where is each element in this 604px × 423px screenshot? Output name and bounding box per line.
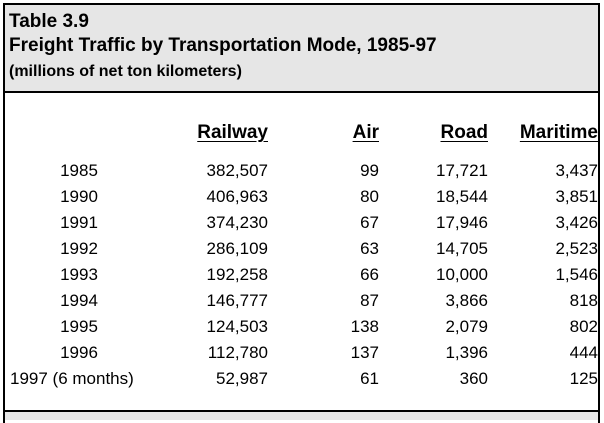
road-cell: 10,000	[436, 265, 488, 284]
air-cell: 61	[360, 369, 379, 388]
railway-cell: 112,780	[207, 343, 268, 362]
table-row	[5, 314, 598, 340]
air-cell: 63	[360, 239, 379, 258]
table-title: Freight Traffic by Transportation Mode, 1985-97	[9, 35, 437, 56]
railway-cell: 146,777	[206, 291, 268, 310]
table-body	[5, 158, 598, 392]
air-cell: 87	[360, 291, 379, 310]
table-row	[5, 184, 598, 210]
table-row	[5, 366, 598, 392]
maritime-cell: 125	[569, 369, 598, 388]
table-row	[5, 288, 598, 314]
maritime-cell: 818	[569, 291, 598, 310]
air-cell: 67	[360, 213, 379, 232]
column-header-railway: Railway	[197, 122, 268, 143]
table-frame	[3, 3, 600, 423]
air-cell: 137	[350, 343, 379, 362]
table-footer-band	[3, 410, 600, 420]
table-row	[5, 210, 598, 236]
table-row	[5, 262, 598, 288]
air-cell: 99	[360, 161, 379, 180]
year-cell: 1994	[60, 291, 98, 310]
column-header-air: Air	[352, 122, 379, 143]
year-cell: 1996	[60, 343, 98, 362]
maritime-cell: 2,523	[555, 239, 598, 258]
column-header-road: Road	[440, 122, 488, 143]
road-cell: 17,946	[436, 213, 488, 232]
year-cell: 1993	[60, 265, 98, 284]
road-cell: 3,866	[445, 291, 488, 310]
maritime-cell: 3,851	[555, 187, 598, 206]
table-header	[5, 5, 598, 93]
year-cell: 1995	[60, 317, 98, 336]
road-cell: 2,079	[445, 317, 488, 336]
air-cell: 66	[360, 265, 379, 284]
maritime-cell: 3,426	[555, 213, 598, 232]
railway-cell: 124,503	[206, 317, 268, 336]
maritime-cell: 3,437	[555, 161, 598, 180]
air-cell: 138	[350, 317, 379, 336]
column-header-maritime: Maritime	[519, 122, 598, 143]
table-number: Table 3.9	[9, 11, 89, 32]
railway-cell: 52,987	[216, 369, 268, 388]
table-row	[5, 236, 598, 262]
table-units: (millions of net ton kilometers)	[9, 63, 242, 80]
year-cell: 1991	[60, 213, 98, 232]
maritime-cell: 444	[569, 343, 598, 362]
railway-cell: 286,109	[206, 239, 268, 258]
road-cell: 18,544	[436, 187, 488, 206]
railway-cell: 192,258	[206, 265, 268, 284]
year-cell: 1997 (6 months)	[10, 369, 134, 388]
road-cell: 17,721	[436, 161, 488, 180]
maritime-cell: 802	[569, 317, 598, 336]
maritime-cell: 1,546	[555, 265, 598, 284]
railway-cell: 374,230	[206, 213, 268, 232]
table-row	[5, 340, 598, 366]
road-cell: 360	[459, 369, 488, 388]
railway-cell: 406,963	[206, 187, 268, 206]
year-cell: 1992	[60, 239, 98, 258]
road-cell: 14,705	[436, 239, 488, 258]
year-cell: 1985	[60, 161, 98, 180]
road-cell: 1,396	[445, 343, 488, 362]
railway-cell: 382,507	[206, 161, 268, 180]
table-row	[5, 158, 598, 184]
year-cell: 1990	[60, 187, 98, 206]
air-cell: 80	[360, 187, 379, 206]
